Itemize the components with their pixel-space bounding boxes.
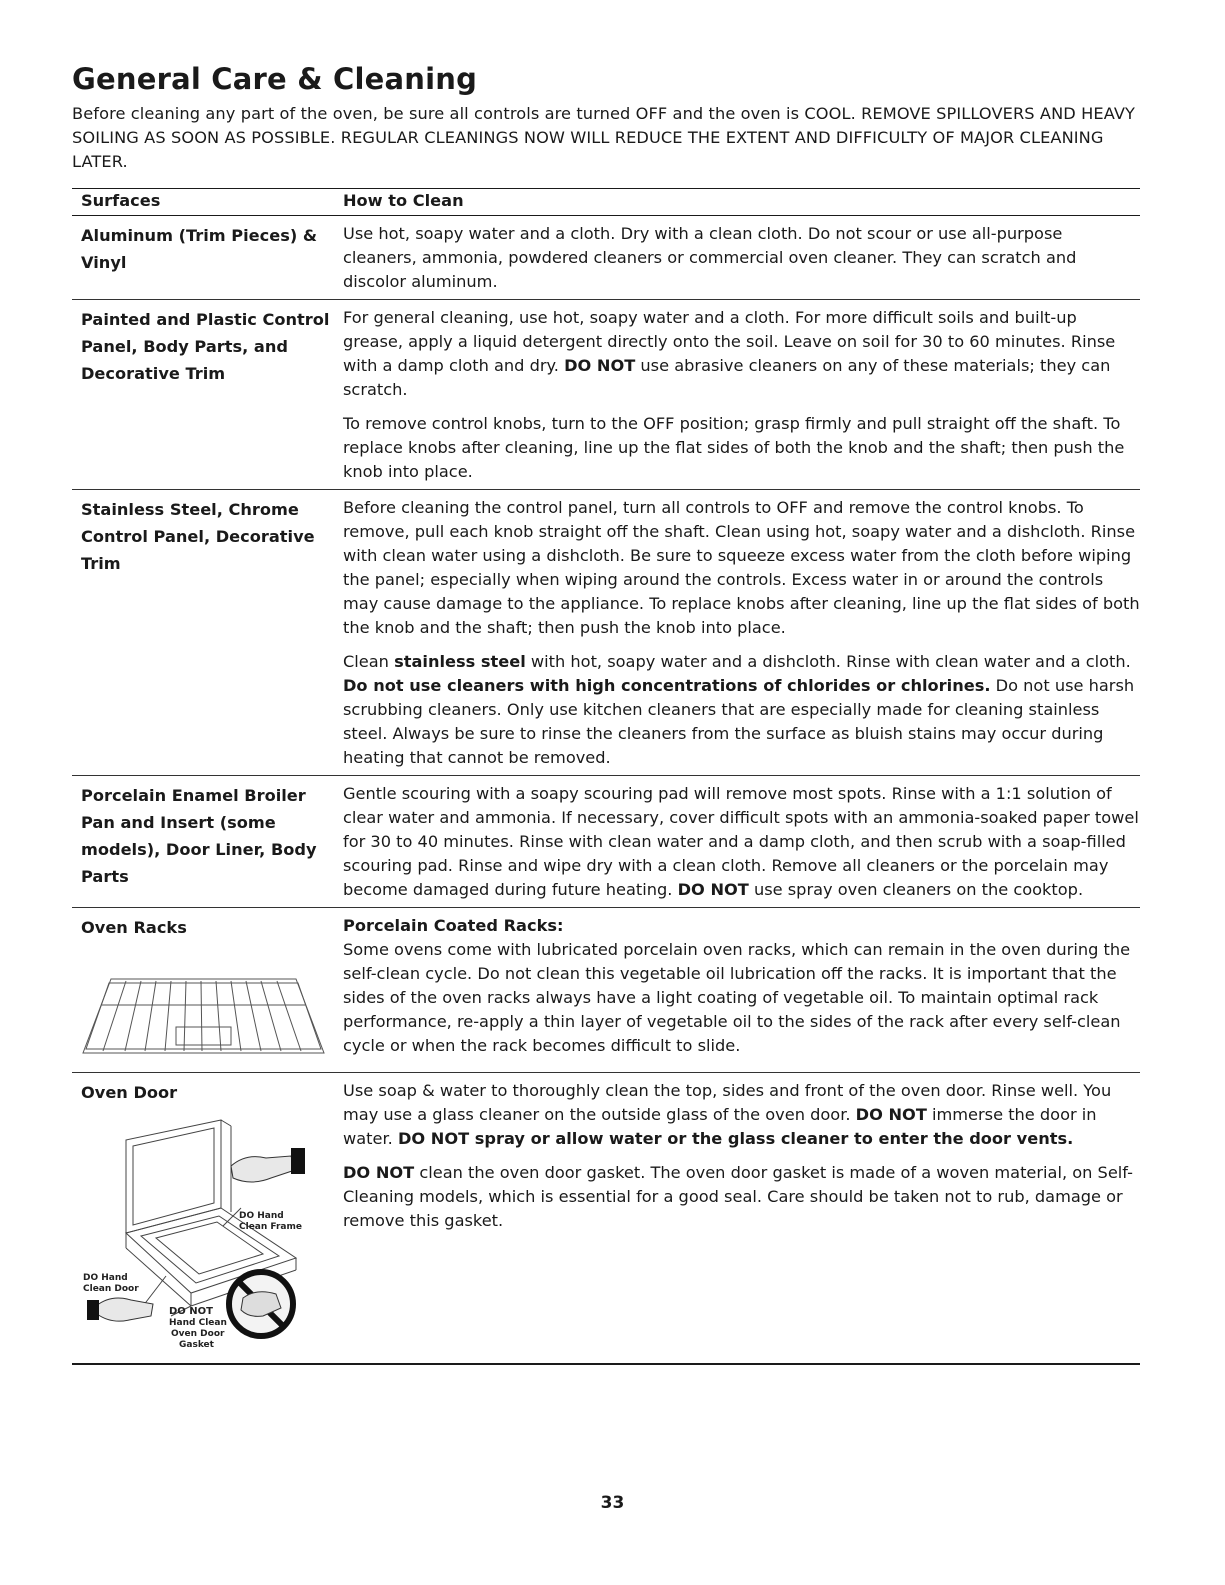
emphasis-text: stainless steel — [394, 652, 526, 671]
body-text: Before cleaning the control panel, turn all controls to OFF and remove the control knobs. To remove, pull each knob straight off the shaft. Clean using hot, soapy water and a dishcloth. Rinse with clean water using a dishcloth. Be sure to squeeze excess water from the cloth before wiping the panel; especially when wiping around the controls. Excess water in or around the controls may cause damage to the appliance. To replace knobs after cleaning, line up the flat sides of both the knob and the shaft; then push the knob into place. — [343, 498, 1140, 637]
body-text: use abrasive cleaners on any of these materials; they can scratch. — [343, 356, 1111, 399]
surface-cell — [72, 216, 343, 300]
label-gasket-2: Hand Clean — [169, 1318, 227, 1328]
header-surfaces: Surfaces — [72, 189, 343, 216]
page — [72, 62, 1140, 1365]
instruction-paragraph — [343, 1079, 1140, 1151]
emphasis-text: DO NOT — [677, 880, 749, 899]
surface-label: Oven Door — [81, 1083, 178, 1102]
surface-label: Porcelain Enamel Broiler Pan and Insert (some models), Door Liner, Body Parts — [81, 786, 317, 886]
label-frame-1: DO Hand — [239, 1211, 284, 1221]
emphasis-text: DO NOT — [855, 1105, 927, 1124]
label-frame-2: Clean Frame — [239, 1222, 302, 1232]
table-header-row — [72, 189, 1140, 216]
body-text: Gentle scouring with a soapy scouring pad will remove most spots. Rinse with a 1:1 solution of clear water and ammonia. If necessary, cover difficult spots with an ammonia-soaked paper towel for 30 to 40 minutes. Rinse with clean water and a damp cloth, and then scrub with a soap-filled scouring pad. Rinse and wipe dry with a clean cloth. Remove all cleaners or the porcelain may become damaged during future heating. — [343, 784, 1139, 899]
how-to-clean-cell — [343, 490, 1140, 776]
emphasis-text: DO NOT — [564, 356, 636, 375]
body-text: Some ovens come with lubricated porcelain oven racks, which can remain in the oven during the self-clean cycle. Do not clean this vegetable oil lubrication off the racks. It is important that the sides of the oven racks always have a light coating of vegetable oil. To maintain optimal rack performance, re-apply a thin layer of vegetable oil to the sides of the rack after every self-clean cycle or when the rack becomes difficult to slide. — [343, 940, 1131, 1055]
care-table — [72, 188, 1140, 1365]
surface-cell — [72, 1073, 343, 1365]
how-to-clean-cell — [343, 1073, 1140, 1365]
table-row — [72, 908, 1140, 1073]
body-text: Clean — [343, 652, 395, 671]
how-to-clean-cell — [343, 908, 1140, 1073]
body-text: use spray oven cleaners on the cooktop. — [748, 880, 1084, 899]
emphasis-text: DO NOT spray or allow water or the glass cleaner to enter the door vents. — [397, 1129, 1074, 1148]
surface-cell — [72, 490, 343, 776]
table-row — [72, 776, 1140, 908]
surface-label: Oven Racks — [81, 918, 187, 937]
table-row — [72, 300, 1140, 490]
instruction-paragraph — [343, 306, 1140, 402]
surface-label: Painted and Plastic Control Panel, Body Parts, and Decorative Trim — [81, 310, 330, 383]
body-text: Use soap & water to thoroughly clean the top, sides and front of the oven door. Rinse well. You may use a glass cleaner on the outside glass of the oven door. — [343, 1081, 1112, 1124]
table-row — [72, 216, 1140, 300]
subheading: Porcelain Coated Racks: — [343, 916, 564, 935]
instruction-paragraph — [343, 938, 1140, 1058]
body-text: with hot, soapy water and a dishcloth. Rinse with clean water and a cloth. — [525, 652, 1131, 671]
instruction-paragraph — [343, 412, 1140, 484]
surface-cell — [72, 908, 343, 1073]
table-row — [72, 1073, 1140, 1365]
page-number: 33 — [600, 1493, 625, 1513]
label-gasket-3: Oven Door — [171, 1329, 225, 1339]
how-to-clean-cell — [343, 216, 1140, 300]
emphasis-text: Do not use cleaners with high concentrations of chlorides or chlorines. — [343, 676, 991, 695]
header-how-to-clean: How to Clean — [343, 189, 1140, 216]
intro-paragraph: Before cleaning any part of the oven, be sure all controls are turned OFF and the oven is COOL. REMOVE SPILLOVERS AND HEAVY SOILING AS SOON AS POSSIBLE. REGULAR CLEANINGS NOW WILL REDUCE THE EXTENT AND DIFFICULTY OF MAJOR CLEANING LATER. — [72, 104, 1136, 171]
label-gasket-1: DO NOT — [169, 1306, 213, 1317]
body-text: For general cleaning, use hot, soapy water and a cloth. For more difficult soils and built-up grease, apply a liquid detergent directly onto the soil. Leave on soil for 30 to 60 minutes. Rinse with a damp cloth and dry. — [343, 308, 1116, 375]
table-row — [72, 490, 1140, 776]
oven-rack-illustration — [81, 977, 326, 1059]
instruction-paragraph — [343, 782, 1140, 902]
label-door-2: Clean Door — [83, 1284, 139, 1294]
label-door-1: DO Hand — [83, 1273, 128, 1283]
instruction-paragraph — [343, 222, 1140, 294]
body-text: immerse the door in water. — [343, 1105, 1097, 1148]
instruction-paragraph — [343, 496, 1140, 640]
instruction-paragraph — [343, 650, 1140, 770]
instruction-paragraph — [343, 1161, 1140, 1233]
surface-label: Stainless Steel, Chrome Control Panel, Decorative Trim — [81, 500, 315, 573]
care-table-body — [72, 216, 1140, 1365]
surface-label: Aluminum (Trim Pieces) & Vinyl — [81, 226, 318, 272]
how-to-clean-cell — [343, 776, 1140, 908]
body-text: Use hot, soapy water and a cloth. Dry with a clean cloth. Do not scour or use all-purpose cleaners, ammonia, powdered cleaners or commercial oven cleaner. They can scratch and discolor aluminum. — [343, 224, 1077, 291]
body-text: Do not use harsh scrubbing cleaners. Only use kitchen cleaners that are especially made for cleaning stainless steel. Always be sure to rinse the cleaners from the surface as bluish stains may occur during heating that cannot be removed. — [343, 676, 1135, 767]
body-text: clean the oven door gasket. The oven door gasket is made of a woven material, on Self-Cleaning models, which is essential for a good seal. Care should be taken not to rub, damage or remove this gasket. — [343, 1163, 1133, 1230]
body-text: To remove control knobs, turn to the OFF position; grasp firmly and pull straight off the shaft. To replace knobs after cleaning, line up the flat sides of both the knob and the shaft; then push the knob into place. — [343, 414, 1125, 481]
surface-cell — [72, 776, 343, 908]
emphasis-text: DO NOT — [343, 1163, 415, 1182]
oven-door-illustration — [81, 1108, 331, 1350]
label-gasket-4: Gasket — [179, 1340, 214, 1350]
how-to-clean-cell — [343, 300, 1140, 490]
surface-cell — [72, 300, 343, 490]
page-title: General Care & Cleaning — [72, 62, 478, 96]
